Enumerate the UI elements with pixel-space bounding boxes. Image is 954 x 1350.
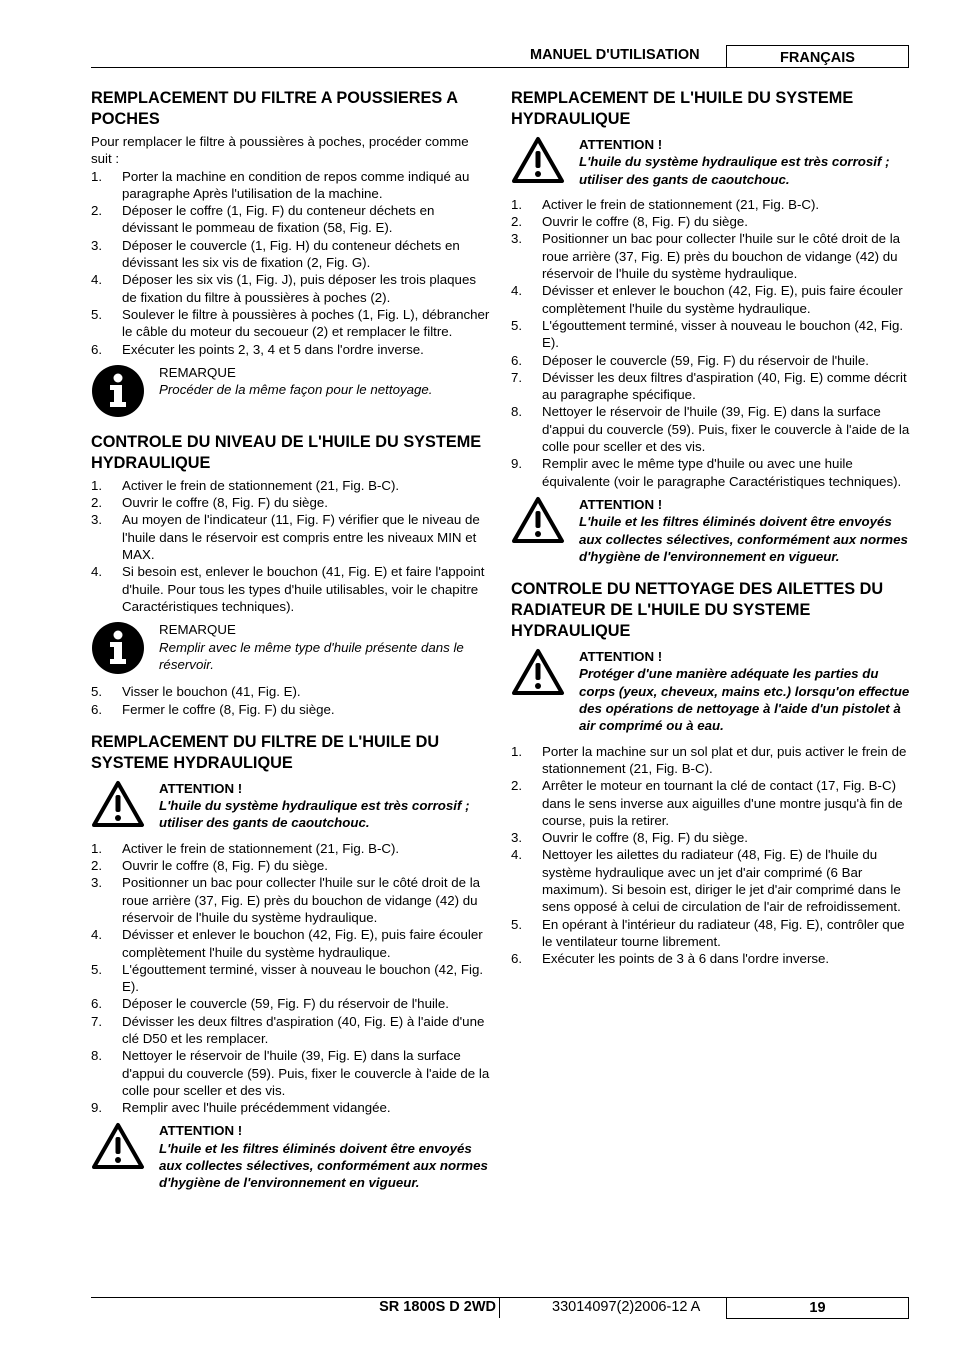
list-item: [91, 961, 491, 996]
list-item: [511, 829, 911, 846]
item-text: Dévisser les deux filtres d'aspiration (40, Fig. E) à l'aide d'une clé D50 et les remplacer.: [122, 1013, 485, 1046]
item-number: 3.: [91, 875, 103, 891]
section-title: REMPLACEMENT DU FILTRE A POUSSIERES A POCHES: [91, 89, 458, 128]
item-text: Déposer le couvercle (59, Fig. F) du réservoir de l'huile.: [542, 352, 869, 368]
item-text: Nettoyer les ailettes du radiateur (48, Fig. E) de l'huile du système hydraulique avec un jet d'air comprimé (6 Bar maximum). Si besoin est, diriger le jet d'air comprimé dans le sens opposé à celui de circulation de l'air de refroidissement.: [542, 847, 901, 915]
item-number: 4.: [91, 272, 103, 288]
item-number: 1.: [91, 477, 103, 493]
language-label: FRANÇAIS: [726, 45, 909, 68]
list-item: [91, 494, 491, 511]
item-text: Activer le frein de stationnement (21, Fig. B-C).: [122, 840, 400, 856]
item-text: Remplir avec le même type d'huile ou avec une huile équivalente (voir le paragraphe Caractéristiques techniques).: [542, 456, 902, 489]
list-item: [91, 995, 491, 1012]
warning-text: L'huile du système hydraulique est très corrosif ; utiliser des gants de caoutchouc.: [159, 798, 470, 831]
section-oil-replacement: [511, 88, 911, 565]
item-number: 2.: [91, 495, 103, 511]
item-text: Exécuter les points de 3 à 6 dans l'ordre inverse.: [542, 951, 830, 967]
note-block: [91, 621, 491, 675]
list-item: [511, 282, 911, 317]
manual-title: MANUEL D'UTILISATION: [530, 47, 700, 63]
warning-icon: [511, 648, 579, 696]
list-item: [91, 926, 491, 961]
item-number: 2.: [91, 203, 103, 219]
item-text: Déposer les six vis (1, Fig. J), puis déposer les trois plaques de fixation du filtre à poussières à poches (2).: [122, 272, 476, 305]
list-item: [91, 202, 491, 237]
section-oil-filter: [91, 732, 491, 1192]
item-number: 4.: [91, 564, 103, 580]
list-item: [91, 874, 491, 926]
note-text: Remplir avec le même type d'huile présente dans le réservoir.: [159, 639, 464, 672]
item-number: 9.: [91, 1100, 103, 1116]
section-title: REMPLACEMENT DE L'HUILE DU SYSTEME HYDRAULIQUE: [511, 89, 854, 128]
step-list: [511, 196, 911, 490]
item-number: 7.: [91, 1013, 103, 1029]
item-text: L'égouttement terminé, visser à nouveau le bouchon (42, Fig. E).: [542, 317, 904, 351]
list-item: [511, 846, 911, 915]
document-code: 33014097(2)2006-12 A: [552, 1299, 701, 1315]
item-text: Ouvrir le coffre (8, Fig. F) du siège.: [542, 830, 748, 846]
item-text: Exécuter les points 2, 3, 4 et 5 dans l'ordre inverse.: [122, 341, 424, 357]
item-number: 3.: [91, 237, 103, 253]
list-item: [511, 455, 911, 490]
step-list: [91, 683, 491, 718]
item-text: Dévisser et enlever le bouchon (42, Fig. E), puis faire écouler complètement l'huile du système hydraulique.: [542, 283, 903, 316]
warning-text: L'huile et les filtres éliminés doivent être envoyés aux collectes sélectives, conformément aux normes d'hygiène de l'environnement en vigueur.: [159, 1140, 488, 1191]
list-item: [91, 1013, 491, 1048]
item-text: Nettoyer le réservoir de l'huile (39, Fig. E) dans la surface d'appui du couvercle (59). Puis, fixer le couvercle à l'aide de la colle pour sceller et des vis.: [542, 404, 910, 455]
note-text: Procéder de la même façon pour le nettoyage.: [159, 382, 433, 398]
warning-label: ATTENTION !: [159, 1123, 243, 1139]
warning-icon: [91, 1122, 159, 1170]
model-name: SR 1800S D 2WD: [379, 1299, 496, 1315]
item-number: 6.: [91, 996, 103, 1012]
list-item: [511, 352, 911, 369]
list-item: [511, 403, 911, 455]
item-text: Positionner un bac pour collecter l'huile sur le côté droit de la roue arrière (37, Fig. E) près du bouchon de vidange (42) du réservoir de l'huile du système hydraulique.: [542, 231, 901, 282]
item-text: Ouvrir le coffre (8, Fig. F) du siège.: [542, 214, 748, 230]
section-intro: Pour remplacer le filtre à poussières à poches, procéder comme suit :: [91, 134, 469, 167]
list-item: [91, 477, 491, 494]
item-text: Porter la machine sur un sol plat et dur, puis activer le frein de stationnement (21, Fig. B-C).: [542, 743, 907, 776]
item-text: Soulever le filtre à poussières à poches (1, Fig. L), débrancher le câble du moteur du secoueur (2) et remplacer le filtre.: [122, 306, 490, 340]
list-item: [511, 950, 911, 967]
warning-label: ATTENTION !: [159, 780, 243, 796]
item-text: Visser le bouchon (41, Fig. E).: [122, 684, 301, 700]
item-text: Positionner un bac pour collecter l'huile sur le côté droit de la roue arrière (37, Fig. E) près du bouchon de vidange (42) du réservoir de l'huile du système hydraulique.: [122, 875, 481, 925]
footer-divider: [499, 1297, 500, 1318]
item-number: 1.: [511, 743, 523, 759]
item-number: 8.: [511, 404, 523, 420]
left-column: [91, 88, 491, 1206]
item-text: Dévisser les deux filtres d'aspiration (40, Fig. E) comme décrit au paragraphe spécifique.: [542, 369, 907, 403]
item-text: Au moyen de l'indicateur (11, Fig. F) vérifier que le niveau de l'huile dans le réservoir est compris entre les niveaux MIN et MAX.: [122, 512, 480, 563]
list-item: [511, 213, 911, 230]
note-label: REMARQUE: [159, 364, 236, 380]
item-text: Activer le frein de stationnement (21, Fig. B-C).: [542, 196, 820, 212]
step-list: [91, 168, 491, 358]
warning-label: ATTENTION !: [579, 649, 663, 665]
item-number: 1.: [511, 196, 523, 212]
list-item: [91, 306, 491, 341]
page-number: 19: [726, 1297, 909, 1319]
info-icon: [91, 364, 159, 418]
item-number: 3.: [511, 231, 523, 247]
item-number: 5.: [511, 317, 523, 333]
item-number: 9.: [511, 456, 523, 472]
item-text: Porter la machine en condition de repos comme indiqué au paragraphe Après l'utilisation de la machine.: [122, 168, 470, 201]
warning-icon: [511, 496, 579, 544]
item-text: Déposer le couvercle (59, Fig. F) du réservoir de l'huile.: [122, 996, 449, 1012]
warning-label: ATTENTION !: [579, 496, 663, 512]
item-number: 1.: [91, 168, 103, 184]
list-item: [91, 840, 491, 857]
list-item: [91, 168, 491, 203]
right-column: [511, 88, 911, 981]
info-icon: [91, 621, 159, 675]
item-text: Dévisser et enlever le bouchon (42, Fig. E), puis faire écouler complètement l'huile du système hydraulique.: [122, 927, 483, 960]
list-item: [91, 237, 491, 272]
step-list: [91, 840, 491, 1117]
list-item: [511, 230, 911, 282]
list-item: [511, 916, 911, 951]
warning-block: [91, 1122, 491, 1191]
list-item: [91, 271, 491, 306]
item-number: 5.: [91, 306, 103, 322]
item-number: 1.: [91, 840, 103, 856]
item-number: 8.: [91, 1048, 103, 1064]
item-number: 6.: [511, 951, 523, 967]
list-item: [91, 701, 491, 718]
section-title: CONTROLE DU NETTOYAGE DES AILETTES DU RADIATEUR DE L'HUILE DU SYSTEME HYDRAULIQUE: [511, 580, 884, 641]
note-block: [91, 364, 491, 418]
item-text: L'égouttement terminé, visser à nouveau le bouchon (42, Fig. E).: [122, 961, 484, 995]
item-text: Déposer le couvercle (1, Fig. H) du conteneur déchets en dévissant les six vis de fixation (2, Fig. G).: [122, 237, 460, 271]
item-text: Si besoin est, enlever le bouchon (41, Fig. E) et faire l'appoint d'huile. Pour tous les types d'huile utilisables, voir le chapitre Caractéristiques techniques).: [122, 564, 485, 614]
list-item: [511, 196, 911, 213]
list-item: [511, 743, 911, 778]
item-text: En opérant à l'intérieur du radiateur (48, Fig. E), contrôler que le ventilateur tourne librement.: [542, 916, 905, 949]
list-item: [511, 369, 911, 404]
list-item: [91, 511, 491, 563]
warning-block: [511, 648, 911, 734]
list-item: [511, 317, 911, 352]
warning-icon: [91, 780, 159, 828]
step-list: [511, 743, 911, 968]
item-number: 3.: [91, 512, 103, 528]
item-text: Activer le frein de stationnement (21, Fig. B-C).: [122, 477, 400, 493]
list-item: [91, 857, 491, 874]
warning-text: L'huile et les filtres éliminés doivent être envoyés aux collectes sélectives, conformément aux normes d'hygiène de l'environnement en vigueur.: [579, 514, 908, 564]
list-item: [91, 1047, 491, 1099]
note-label: REMARQUE: [159, 622, 236, 638]
item-number: 4.: [91, 927, 103, 943]
list-item: [91, 563, 491, 615]
item-text: Remplir avec l'huile précédemment vidangée.: [122, 1100, 391, 1116]
item-number: 4.: [511, 283, 523, 299]
section-dust-filter: [91, 88, 491, 418]
list-item: [91, 683, 491, 700]
item-text: Ouvrir le coffre (8, Fig. F) du siège.: [122, 495, 328, 511]
section-oil-level: [91, 432, 491, 718]
item-number: 3.: [511, 830, 523, 846]
item-number: 2.: [511, 214, 523, 230]
item-text: Fermer le coffre (8, Fig. F) du siège.: [122, 701, 335, 717]
item-number: 5.: [91, 961, 103, 977]
item-number: 6.: [91, 701, 103, 717]
item-number: 2.: [91, 858, 103, 874]
item-number: 6.: [511, 352, 523, 368]
section-title: CONTROLE DU NIVEAU DE L'HUILE DU SYSTEME HYDRAULIQUE: [91, 432, 482, 472]
item-text: Ouvrir le coffre (8, Fig. F) du siège.: [122, 858, 328, 874]
item-number: 4.: [511, 847, 523, 863]
item-number: 5.: [91, 684, 103, 700]
item-text: Déposer le coffre (1, Fig. F) du conteneur déchets en dévissant le pommeau de fixation (58, Fig. E).: [122, 203, 435, 236]
item-number: 5.: [511, 916, 523, 932]
item-number: 7.: [511, 369, 523, 385]
warning-label: ATTENTION !: [579, 137, 663, 152]
item-number: 6.: [91, 341, 103, 357]
list-item: [91, 341, 491, 358]
item-text: Arrêter le moteur en tournant la clé de contact (17, Fig. B-C) dans le sens inverse aux aiguilles d'une montre jusqu'à fin de course, puis la retirer.: [542, 778, 903, 828]
warning-block: [91, 780, 491, 832]
warning-icon: [511, 136, 579, 184]
step-list: [91, 477, 491, 615]
section-title: REMPLACEMENT DU FILTRE DE L'HUILE DU SYSTEME HYDRAULIQUE: [91, 732, 440, 772]
item-text: Nettoyer le réservoir de l'huile (39, Fig. E) dans la surface d'appui du couvercle (59). Puis, fixer le couvercle à l'aide de la colle pour sceller et des vis.: [122, 1048, 490, 1098]
warning-block: [511, 496, 911, 565]
warning-text: Protéger d'une manière adéquate les parties du corps (yeux, cheveux, mains etc.) lorsqu'on effectue des opérations de nettoyage à l'aide d'un pistolet à air comprimé ou à eau.: [579, 666, 910, 734]
item-number: 2.: [511, 778, 523, 794]
section-radiator-cleaning: [511, 579, 911, 967]
list-item: [91, 1099, 491, 1116]
list-item: [511, 777, 911, 829]
warning-block: [511, 136, 911, 188]
warning-text: L'huile du système hydraulique est très corrosif ; utiliser des gants de caoutchouc.: [579, 154, 890, 187]
